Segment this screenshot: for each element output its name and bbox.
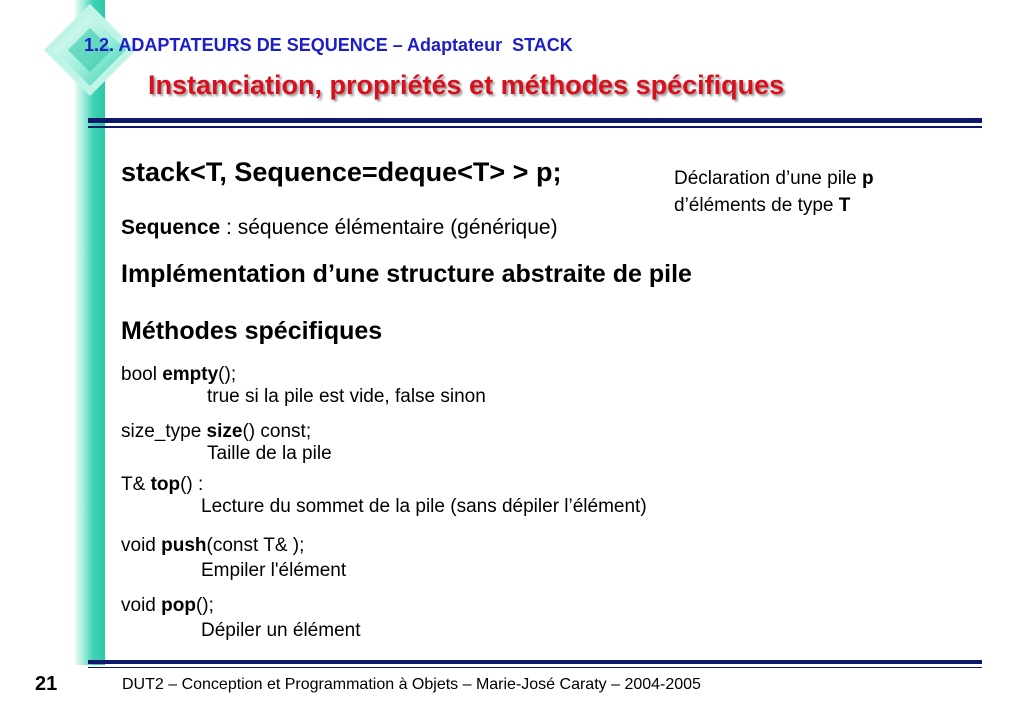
method-empty-signature: bool empty();	[121, 364, 237, 385]
method-top-description: Lecture du sommet de la pile (sans dépiler l’élément)	[201, 496, 647, 517]
method-pop-signature: void pop();	[121, 595, 214, 616]
method-push-signature: void push(const T& );	[121, 535, 305, 556]
implementation-line: Implémentation d’une structure abstraite de pile	[121, 260, 692, 288]
footer-divider-thin	[88, 667, 982, 668]
declaration-note-line2: d’éléments de type T	[674, 195, 851, 216]
method-push-description: Empiler l'élément	[201, 560, 347, 581]
method-empty-description: true si la pile est vide, false sinon	[207, 386, 486, 407]
declaration-note	[674, 165, 874, 219]
page-number: 21	[35, 673, 58, 695]
header-divider	[88, 118, 982, 123]
footer-divider	[88, 660, 982, 664]
slide-subtitle: 1.2. ADAPTATEURS DE SEQUENCE – Adaptateur STACK	[84, 35, 573, 55]
stack-declaration: stack<T, Sequence=deque<T> > p;	[121, 157, 562, 187]
header-divider-thin	[88, 126, 982, 128]
slide-title: Instanciation, propriétés et méthodes spécifiques	[148, 70, 785, 100]
method-pop-description: Dépiler un élément	[201, 620, 361, 641]
sequence-definition: Sequence : séquence élémentaire (générique)	[121, 216, 558, 239]
methods-heading: Méthodes spécifiques	[121, 317, 383, 345]
method-size-description: Taille de la pile	[207, 443, 332, 464]
footer-text: DUT2 – Conception et Programmation à Objets – Marie-José Caraty – 2004-2005	[122, 676, 701, 693]
method-size-signature: size_type size() const;	[121, 421, 312, 442]
declaration-note-line1: Déclaration d’une pile p	[674, 168, 874, 189]
method-top-signature: T& top() :	[121, 474, 204, 495]
